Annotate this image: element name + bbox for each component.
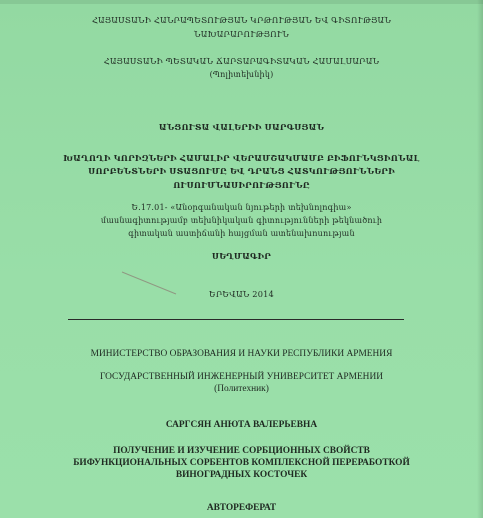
am-university-line1: ՀԱՅԱՍՏԱՆԻ ՊԵՏԱԿԱՆ ՃԱՐՏԱՐԱԳԻՏԱԿԱՆ ՀԱՄԱԼՍԱՐԱՆ [103, 56, 380, 66]
am-title-line1: ԽԱՂՈՂԻ ԿՈՐԻԶՆԵՐԻ ՀԱՄԱԼԻՐ ՎԵՐԱՄՇԱԿՄԱՄԲ ԲԻՖՈՒՆԿՑԻՈՆԱԼ [63, 153, 420, 163]
ru-university-line2: (Политехник) [214, 384, 269, 394]
am-title-line3: ՈՒՍՈՒՄՆԱՍԻՐՈՒԹՅՈՒՆԸ [173, 180, 310, 190]
ru-title-line3: ВИНОГРАДНЫХ КОСТОЧЕК [175, 470, 308, 480]
ru-title-line1: ПОЛУЧЕНИЕ И ИЗУЧЕНИЕ СОРБЦИОННЫХ СВОЙСТВ [113, 446, 370, 456]
ru-abstract-label: АВТОРЕФЕРАТ [206, 503, 277, 513]
pencil-mark [120, 268, 180, 298]
divider-rule [68, 319, 404, 320]
am-ministry-line1: ՀԱՅԱՍՏԱՆԻ ՀԱՆՐԱՊԵՏՈՒԹՅԱՆ ԿՐԹՈՒԹՅԱՆ ԵՎ ԳԻՏՈՒԹՅԱՆ [91, 15, 392, 25]
am-author-name: ԱՆՑՈՒՏԱ ՎԱԼԵՐԻԻ ՍԱՐԳՍՅԱՆ [158, 122, 325, 132]
page-top-edge [0, 0, 483, 4]
ru-author-name: САРГСЯН АНЮТА ВАЛЕРЬЕВНА [165, 420, 318, 430]
ru-ministry: МИНИСТЕРСТВО ОБРАЗОВАНИЯ И НАУКИ РЕСПУБЛИКИ АРМЕНИЯ [90, 349, 393, 359]
am-specialty-line3: գիտական աստիճանի հայցման ատենախոսության [128, 229, 355, 238]
am-abstract-label: ՍԵՂՄԱԳԻՐ [211, 251, 272, 261]
am-university-line2: (Պոլիտեխնիկ) [209, 70, 274, 79]
am-specialty-line2: մասնագիտությամբ տեխնիկական գիտությունների թեկնածուի [100, 216, 383, 225]
page-right-edge [477, 0, 483, 518]
ru-title-line2: БИФУНКЦИОНАЛЬНЫХ СОРБЕНТОВ КОМПЛЕКСНОЙ ПЕРЕРАБОТКОЙ [73, 458, 410, 468]
am-city-year: ԵՐԵՎԱՆ 2014 [209, 289, 274, 299]
am-ministry-line2: ՆԱԽԱՐԱՐՈՒԹՅՈՒՆ [194, 29, 289, 39]
am-title-line2: ՍՈՐԲԵՆՏՆԵՐԻ ՍՏԱՑՈՒՄԸ ԵՎ ԴՐԱՆՑ ՀԱՏԿՈՒԹՅՈՒՆՆԵՐԻ [88, 166, 395, 176]
ru-university-line1: ГОСУДАРСТВЕННЫЙ ИНЖЕНЕРНЫЙ УНИВЕРСИТЕТ АРМЕНИИ [99, 372, 383, 382]
am-specialty-line1: Ե.17.01- «Անօրգանական նյութերի տեխնոլոգիա» [131, 203, 352, 212]
